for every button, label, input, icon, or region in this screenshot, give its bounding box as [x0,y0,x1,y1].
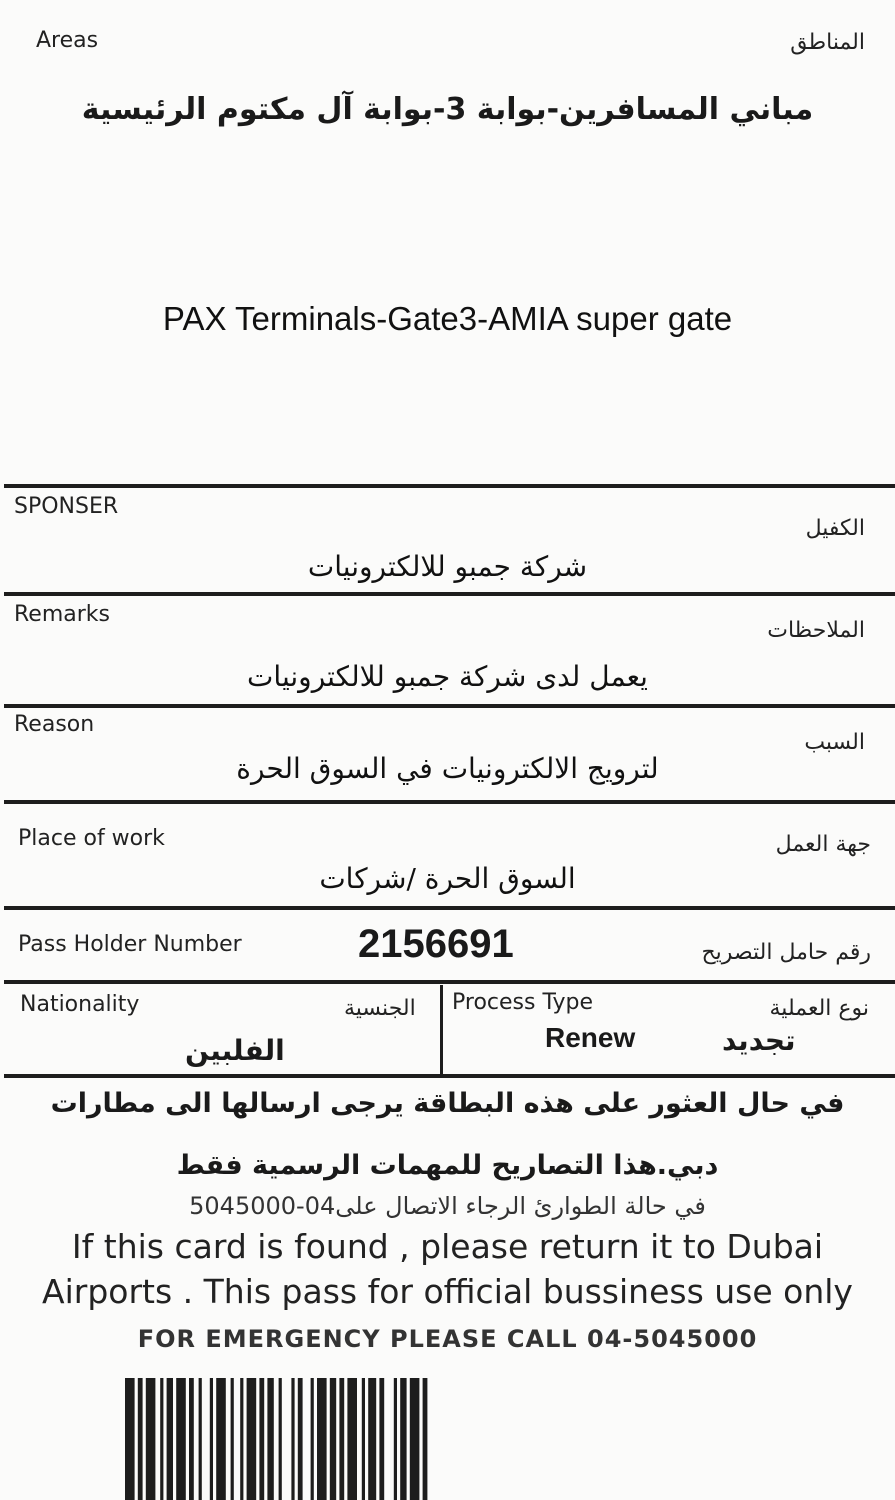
barcode-bar [189,1378,194,1500]
notice-ar-line3: في حالة الطوارئ الرجاء الاتصال على04-5045000 [189,1192,706,1220]
place-of-work-label-en: Place of work [18,826,165,851]
barcode-bar [210,1378,213,1500]
barcode [125,1378,775,1500]
pass-holder-number: 2156691 [358,922,514,966]
place-of-work-label-ar: جهة العمل [775,832,871,857]
remarks-value: يعمل لدى شركة جمبو للالكترونيات [247,660,648,693]
emergency-notice: FOR EMERGENCY PLEASE CALL 04-5045000 [137,1325,758,1353]
barcode-bar [279,1378,282,1500]
place-of-work-value: السوق الحرة /شركات [319,862,576,895]
divider [4,800,895,804]
barcode-bar [368,1378,376,1500]
barcode-bar [167,1378,173,1500]
sponsor-label-ar: الكفيل [805,516,865,541]
process-type-label-en: Process Type [452,990,593,1015]
remarks-label-ar: الملاحظات [767,618,865,643]
pass-holder-label-en: Pass Holder Number [18,932,242,957]
process-type-value-ar: تجديد [722,1024,796,1057]
barcode-bar [267,1378,273,1500]
process-type-label-ar: نوع العملية [769,996,869,1021]
pass-holder-label-ar: رقم حامل التصريح [701,940,871,965]
divider [4,1074,895,1078]
areas-label-en: Areas [36,28,99,53]
barcode-bar [317,1378,327,1500]
nationality-label-ar: الجنسية [344,996,416,1021]
barcode-bar [311,1378,314,1500]
nationality-label-en: Nationality [20,992,140,1017]
nationality-value: الفلبين [185,1034,285,1067]
barcode-bar [216,1378,226,1500]
reason-value: لترويج الالكترونيات في السوق الحرة [236,752,659,785]
notice-en-line2: Airports . This pass for official bussiness use only [42,1272,853,1311]
barcode-bar [138,1378,143,1500]
barcode-bar [347,1378,357,1500]
divider [4,980,895,984]
barcode-bar [160,1378,163,1500]
barcode-bar [199,1378,202,1500]
notice-en-line1: If this card is found , please return it to Dubai [71,1227,824,1266]
remarks-label-en: Remarks [14,602,110,627]
sponsor-label-en: SPONSER [14,494,119,519]
barcode-bar [362,1378,365,1500]
barcode-bar [379,1378,384,1500]
barcode-bar [291,1378,294,1500]
reason-label-en: Reason [14,712,95,737]
barcode-bar [240,1378,243,1500]
areas-value-ar: مباني المسافرين-بوابة 3-بوابة آل مكتوم الرئيسية [81,92,814,127]
barcode-bar [339,1378,344,1500]
column-divider [440,985,443,1075]
barcode-bar [330,1378,336,1500]
divider [4,484,895,488]
areas-label-ar: المناطق [790,30,865,55]
barcode-bar [176,1378,186,1500]
reason-label-ar: السبب [804,730,865,755]
barcode-bar [423,1378,428,1500]
barcode-bar [231,1378,234,1500]
process-type-value-en: Renew [545,1022,636,1053]
notice-ar-line2: دبي.هذا التصاريح للمهمات الرسمية فقط [176,1150,719,1181]
barcode-graphic [125,1378,775,1500]
barcode-bar [247,1378,257,1500]
barcode-bar [125,1378,135,1500]
barcode-bar [394,1378,397,1500]
barcode-bar [259,1378,264,1500]
notice-ar-line1: في حال العثور على هذه البطاقة يرجى ارسالها الى مطارات [50,1088,845,1119]
divider [4,906,895,910]
barcode-bar [298,1378,303,1500]
areas-value-en: PAX Terminals-Gate3-AMIA super gate [162,300,733,337]
sponsor-value: شركة جمبو للالكترونيات [307,550,588,583]
barcode-bar [400,1378,406,1500]
divider [4,592,895,596]
divider [4,704,895,708]
barcode-bar [410,1378,420,1500]
barcode-bar [146,1378,156,1500]
